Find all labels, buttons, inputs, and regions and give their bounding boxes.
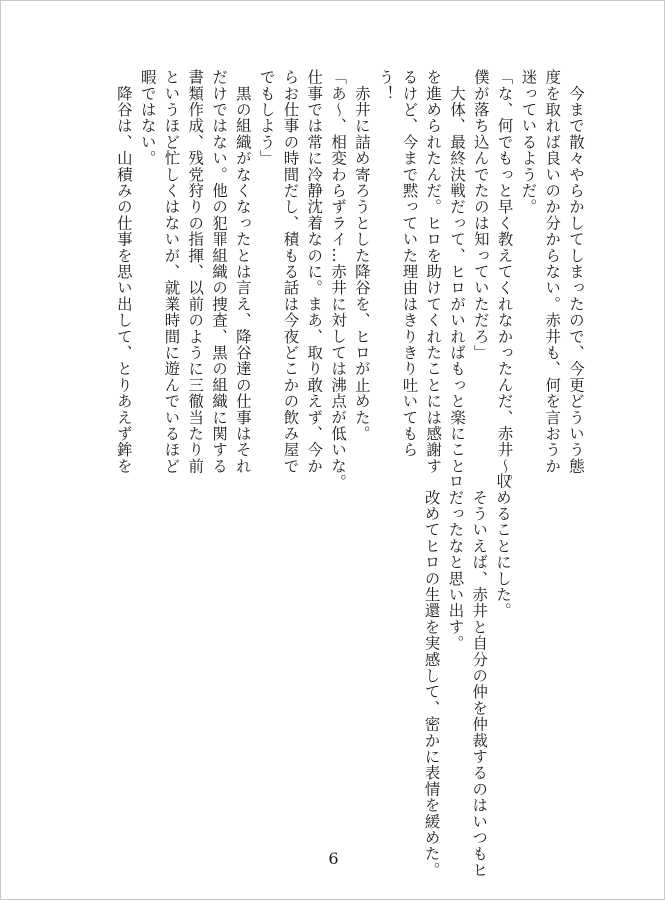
text-line: 仕事では常に冷静沈着なのに。まあ、取り敢えず、今か (305, 69, 324, 474)
text-line: というほど忙しくはないが、就業時間に遊んでいるほど (162, 69, 181, 474)
text-block-upper (111, 69, 587, 491)
text-line: 暇ではない。 (138, 69, 157, 167)
text-line: 黒の組織がなくなったとは言え、降谷達の仕事はそれ (233, 69, 252, 474)
text-block-lower (419, 473, 514, 878)
text-line: 降谷は、山積みの仕事を思い出して、とりあえず鉾を (114, 69, 133, 474)
text-line: 今まで散々やらかしてしまったので、今更どういう態 (567, 69, 585, 474)
page-number: 6 (328, 849, 339, 868)
text-line: 改めてヒロの生還を実感して、密かに表情を緩めた。 (422, 473, 441, 878)
text-line: 僕が落ち込んでたのは知っていただろ」 (471, 69, 490, 361)
text-line: そういえば、赤井と自分の仲を仲裁するのはいつもヒ (470, 473, 489, 878)
text-line: ロだったなと思い出す。 (446, 473, 465, 652)
text-line: だけではない。他の犯罪組織の捜査、黒の組織に関する (210, 69, 229, 474)
text-line: 赤井に詰め寄ろうとした降谷を、ヒロが止めた。 (352, 69, 371, 442)
text-line: 度を取れば良いのか分からない。赤井も、何を言おうか (543, 69, 562, 474)
text-line: らお仕事の時間だし、積もる話は今夜どこかの飲み屋で (281, 69, 300, 474)
text-line: 書類作成、残党狩りの指揮、以前のように三徹当たり前 (186, 69, 205, 474)
text-line: 収めることにした。 (494, 473, 512, 619)
text-line: 「あ〜、相変わらずライ…赤井に対しては沸点が低いな。 (329, 69, 348, 491)
text-line: でもしよう」 (257, 69, 276, 167)
text-line: を進められたんだ。ヒロを助けてくれたことには感謝す (424, 69, 443, 474)
text-line: 大体、最終決戦だって、ヒロがいればもっと楽にこと (448, 69, 467, 474)
text-line: う！ (376, 69, 395, 102)
text-line: 迷っているようだ。 (519, 69, 538, 215)
text-line: るけど、今まで黙っていた理由はきりきり吐いてもら (400, 69, 419, 458)
text-line: 「な、何でもっと早く教えてくれなかったんだ、赤井〜。 (495, 69, 514, 491)
